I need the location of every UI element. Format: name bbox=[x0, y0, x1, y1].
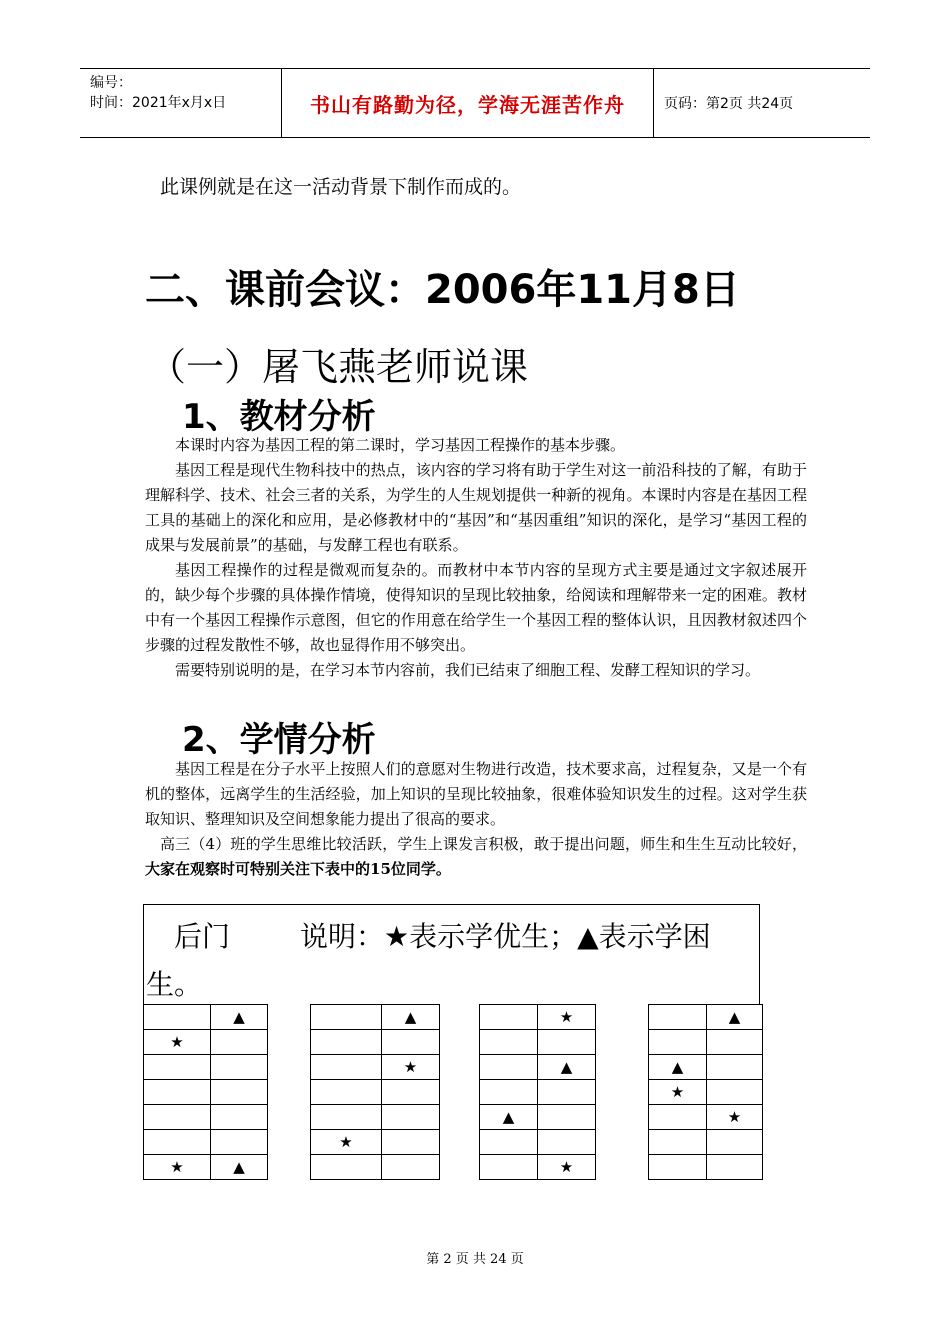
seat-cell bbox=[311, 1005, 382, 1030]
seating-row bbox=[144, 1080, 268, 1105]
seat-cell bbox=[538, 1105, 596, 1130]
textbook-analysis-heading: 1、教材分析 bbox=[182, 397, 376, 437]
seat-cell bbox=[649, 1130, 707, 1155]
seat-cell bbox=[211, 1105, 268, 1130]
page-footer: 第 2 页 共 24 页 bbox=[426, 1252, 524, 1267]
seating-row bbox=[144, 1105, 268, 1130]
subsection-title: （一）屠飞燕老师说课 bbox=[148, 345, 529, 389]
seat-cell bbox=[538, 1080, 596, 1105]
seat-cell: ▲ bbox=[649, 1055, 707, 1080]
seating-row bbox=[480, 1030, 596, 1055]
seat-cell bbox=[144, 1055, 211, 1080]
seating-row bbox=[311, 1055, 440, 1080]
seating-row bbox=[480, 1130, 596, 1155]
seat-cell bbox=[649, 1155, 707, 1180]
seat-cell: ▲ bbox=[480, 1105, 538, 1130]
seat-cell bbox=[211, 1130, 268, 1155]
seating-group-2 bbox=[310, 1004, 440, 1180]
seating-row bbox=[311, 1130, 440, 1155]
intro-sentence: 此课例就是在这一活动背景下制作而成的。 bbox=[160, 176, 522, 198]
seat-cell: ▲ bbox=[211, 1005, 268, 1030]
seating-row bbox=[649, 1155, 763, 1180]
seat-cell: ★ bbox=[649, 1080, 707, 1105]
student-paragraph-2 bbox=[145, 832, 807, 882]
seating-group-4 bbox=[648, 1004, 763, 1180]
seating-row bbox=[311, 1155, 440, 1180]
seating-group-3 bbox=[479, 1004, 596, 1180]
seating-row bbox=[480, 1105, 596, 1130]
seating-row bbox=[649, 1030, 763, 1055]
seating-row bbox=[649, 1055, 763, 1080]
student-paragraph-2-text: 高三（4）班的学生思维比较活跃，学生上课发言积极，敢于提出问题，师生和生生互动比较好， bbox=[160, 835, 807, 853]
seating-row bbox=[144, 1130, 268, 1155]
seating-legend-continuation: 生。 bbox=[146, 968, 203, 1001]
seat-cell bbox=[649, 1005, 707, 1030]
seating-group-1 bbox=[143, 1004, 268, 1180]
seating-row bbox=[144, 1055, 268, 1080]
seat-cell bbox=[538, 1030, 596, 1055]
seating-legend: 说明：★表示学优生；▲表示学困 bbox=[300, 920, 711, 953]
student-paragraph-1: 基因工程是在分子水平上按照人们的意愿对生物进行改造，技术要求高，过程复杂，又是一个有机的整体，远离学生的生活经验，加上知识的呈现比较抽象，很难体验知识发生的过程。这对学生获取知识、整理知识及空间想象能力提出了很高的要求。 bbox=[145, 760, 807, 828]
seat-cell bbox=[311, 1155, 382, 1180]
seating-row bbox=[480, 1080, 596, 1105]
seat-cell bbox=[311, 1080, 382, 1105]
seat-cell: ▲ bbox=[382, 1005, 440, 1030]
seat-cell: ★ bbox=[144, 1030, 211, 1055]
seating-row bbox=[144, 1030, 268, 1055]
textbook-paragraph-2: 基因工程是现代生物科技中的热点，该内容的学习将有助于学生对这一前沿科技的了解，有助于理解科学、技术、社会三者的关系，为学生的人生规划提供一种新的视角。本课时内容是在基因工程工具的基础上的深化和应用，是必修教材中的“基因”和“基因重组”知识的深化，是学习“基因工程的成果与发展前景”的基础，与发酵工程也有联系。 bbox=[145, 461, 807, 554]
seating-row bbox=[649, 1005, 763, 1030]
seat-cell: ▲ bbox=[538, 1055, 596, 1080]
seat-cell bbox=[144, 1130, 211, 1155]
seating-row bbox=[311, 1080, 440, 1105]
header-motto-cell bbox=[282, 69, 654, 137]
seating-legend-line bbox=[174, 915, 711, 955]
seat-cell bbox=[707, 1030, 763, 1055]
seat-cell: ▲ bbox=[707, 1005, 763, 1030]
seating-row bbox=[311, 1030, 440, 1055]
seating-row bbox=[649, 1080, 763, 1105]
page-header bbox=[80, 68, 870, 138]
seat-cell bbox=[382, 1080, 440, 1105]
student-paragraph-2-emphasis: 大家在观察时可特别关注下表中的15位同学。 bbox=[145, 860, 451, 878]
seating-row bbox=[144, 1005, 268, 1030]
seat-cell bbox=[480, 1155, 538, 1180]
section-title: 二、课前会议：2006年11月8日 bbox=[145, 267, 740, 313]
textbook-paragraph-3: 基因工程操作的过程是微观而复杂的。而教材中本节内容的呈现方式主要是通过文字叙述展开的，缺少每个步骤的具体操作情境，使得知识的呈现比较抽象，给阅读和理解带来一定的困难。教材中有一个基因工程操作示意图，但它的作用意在给学生一个基因工程的整体认识，且因教材叙述四个步骤的过程发散性不够，故也显得作用不够突出。 bbox=[145, 561, 807, 654]
seat-cell bbox=[707, 1080, 763, 1105]
seat-cell bbox=[382, 1030, 440, 1055]
seat-cell: ★ bbox=[707, 1105, 763, 1130]
seat-cell bbox=[480, 1030, 538, 1055]
seat-cell bbox=[480, 1080, 538, 1105]
seat-cell: ★ bbox=[144, 1155, 211, 1180]
seating-row bbox=[480, 1155, 596, 1180]
seat-cell bbox=[382, 1105, 440, 1130]
seat-cell bbox=[382, 1155, 440, 1180]
seating-row bbox=[311, 1005, 440, 1030]
header-page-number: 页码：第2页 共24页 bbox=[664, 96, 794, 112]
seat-cell bbox=[707, 1155, 763, 1180]
textbook-paragraph-1: 本课时内容为基因工程的第二课时，学习基因工程操作的基本步骤。 bbox=[175, 436, 626, 454]
seating-row bbox=[480, 1005, 596, 1030]
seat-cell bbox=[144, 1080, 211, 1105]
seat-cell: ★ bbox=[538, 1005, 596, 1030]
seat-cell bbox=[480, 1055, 538, 1080]
back-door-label: 后门 bbox=[174, 920, 231, 953]
seat-cell: ★ bbox=[382, 1055, 440, 1080]
seating-row bbox=[480, 1055, 596, 1080]
seat-cell bbox=[649, 1030, 707, 1055]
seating-row bbox=[649, 1130, 763, 1155]
seating-chart-frame bbox=[143, 904, 760, 1004]
seat-cell bbox=[707, 1055, 763, 1080]
seat-cell bbox=[311, 1105, 382, 1130]
seat-cell bbox=[311, 1030, 382, 1055]
student-analysis-heading: 2、学情分析 bbox=[182, 720, 376, 760]
seat-cell bbox=[382, 1130, 440, 1155]
seat-cell bbox=[211, 1080, 268, 1105]
seat-cell bbox=[144, 1105, 211, 1130]
seating-row bbox=[144, 1155, 268, 1180]
seat-cell bbox=[211, 1055, 268, 1080]
seat-cell bbox=[211, 1030, 268, 1055]
seat-cell bbox=[707, 1130, 763, 1155]
seating-row bbox=[649, 1105, 763, 1130]
seat-cell bbox=[311, 1055, 382, 1080]
seat-cell bbox=[480, 1005, 538, 1030]
seat-cell bbox=[480, 1130, 538, 1155]
seat-cell bbox=[538, 1130, 596, 1155]
seating-row bbox=[311, 1105, 440, 1130]
seat-cell bbox=[649, 1105, 707, 1130]
header-meta bbox=[80, 69, 282, 137]
seat-cell bbox=[144, 1005, 211, 1030]
seat-cell: ★ bbox=[311, 1130, 382, 1155]
seat-cell: ★ bbox=[538, 1155, 596, 1180]
seat-cell: ▲ bbox=[211, 1155, 268, 1180]
header-number: 编号： bbox=[90, 75, 132, 91]
header-time: 时间：2021年x月x日 bbox=[90, 95, 227, 111]
textbook-paragraph-4: 需要特别说明的是，在学习本节内容前，我们已结束了细胞工程、发酵工程知识的学习。 bbox=[175, 661, 761, 679]
header-motto: 书山有路勤为径，学海无涯苦作舟 bbox=[310, 92, 625, 117]
